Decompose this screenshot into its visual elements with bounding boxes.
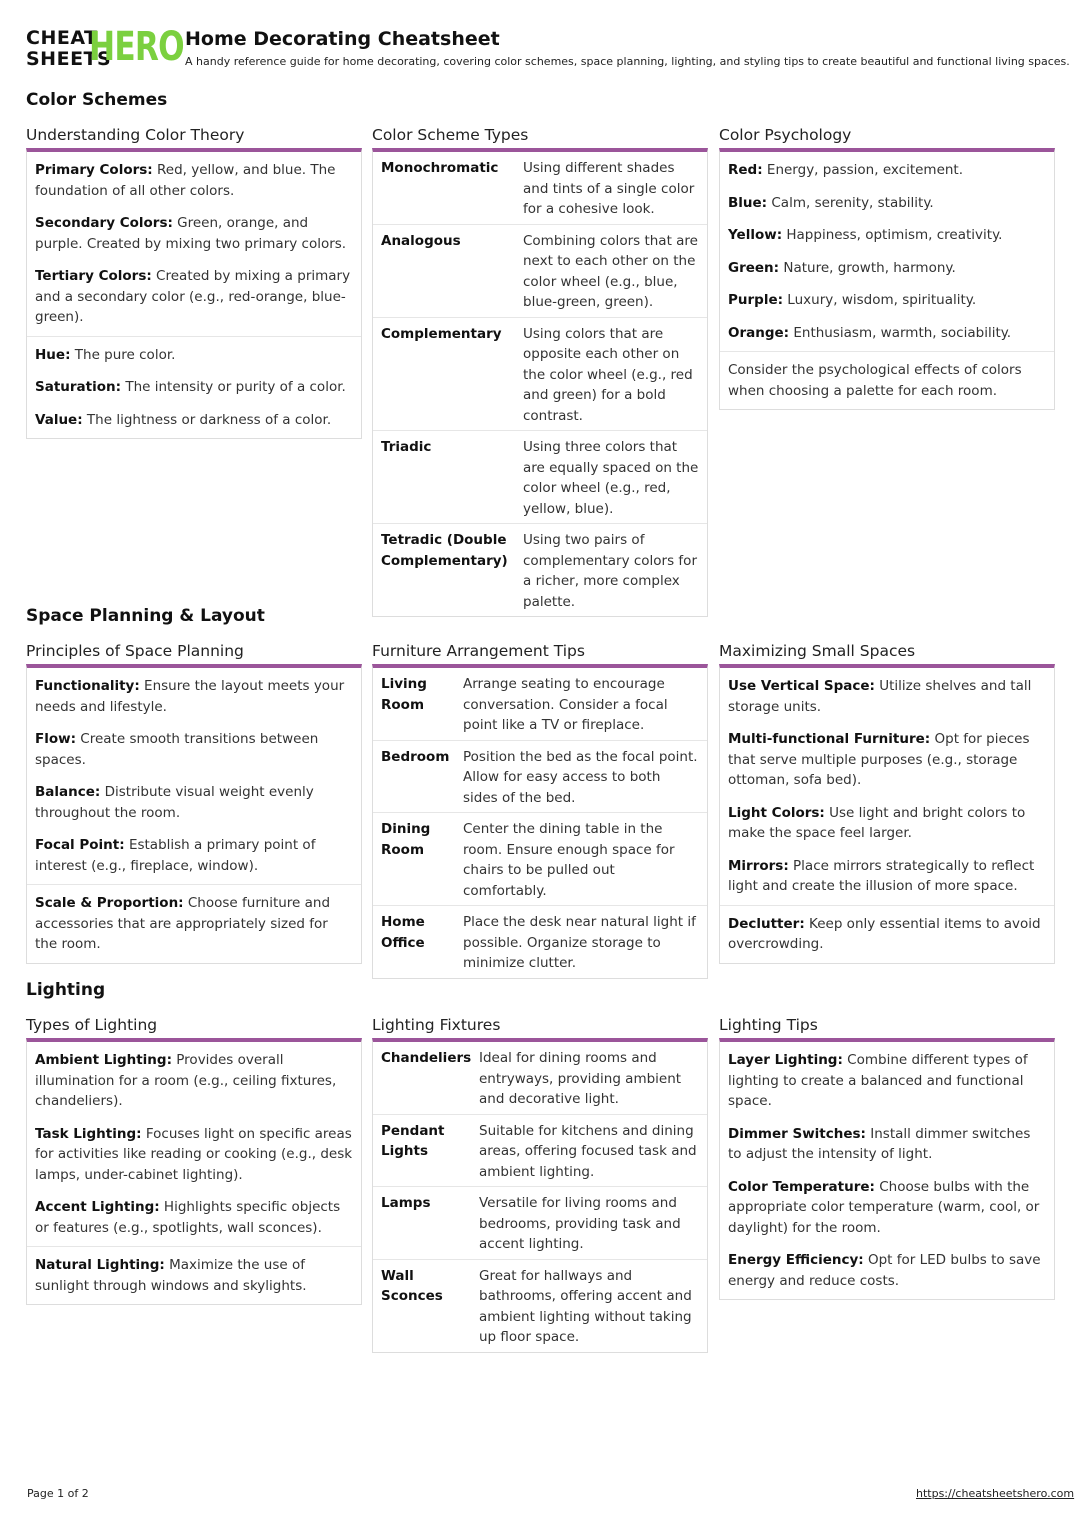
item-term: Scale & Proportion:: [35, 895, 184, 911]
row-term: Chandeliers: [381, 1050, 472, 1066]
item-description: Keep only essential items to avoid overcrowding.: [728, 915, 1041, 952]
column-lighting-types: [26, 1015, 362, 1305]
row-term: Monochromatic: [381, 160, 499, 176]
item-description: Luxury, wisdom, spirituality.: [783, 292, 977, 308]
page-subtitle: A handy reference guide for home decorating, covering color schemes, space planning, lighting, and styling tips to create beautiful and functional living spaces.: [185, 55, 1070, 68]
list-item: [728, 856, 1046, 897]
column-color-theory: [26, 125, 362, 439]
card-group: [720, 152, 1054, 351]
item-term: Balance:: [35, 784, 101, 800]
item-term: Task Lighting:: [35, 1125, 142, 1142]
item-description: Focuses light on specific areas for activities like reading or cooking (e.g., desk lamps, under-cabinet lighting).: [35, 1125, 353, 1183]
item-description: Combine different types of lighting to create a balanced and functional space.: [728, 1052, 1028, 1109]
column-space-principles: [26, 641, 362, 964]
table-row: [373, 523, 707, 616]
section-title-lighting: Lighting: [26, 980, 106, 1000]
row-description: Using different shades and tints of a single color for a cohesive look.: [523, 160, 695, 217]
item-term: Functionality:: [35, 678, 140, 694]
row-description: Combining colors that are next to each other on the color wheel (e.g., blue, blue-green, green).: [523, 232, 698, 310]
item-term: Tertiary Colors:: [35, 268, 152, 284]
row-description: Great for hallways and bathrooms, offering accent and ambient lighting without taking up floor space.: [479, 1267, 692, 1345]
card-space-principles: [26, 664, 362, 964]
list-item: [728, 225, 1046, 246]
item-description: Created by mixing a primary and a secondary color (e.g., red-orange, blue-green).: [35, 268, 351, 325]
item-term: Layer Lighting:: [728, 1052, 843, 1068]
item-term: Green:: [728, 259, 780, 276]
item-description: Opt for pieces that serve multiple purposes (e.g., storage ottoman, sofa bed).: [728, 731, 1030, 788]
column-small-spaces: [719, 641, 1055, 964]
card-title-color-scheme-types: Color Scheme Types: [372, 126, 529, 144]
item-description: Highlights specific objects or features (e.g., spotlights, wall sconces).: [35, 1199, 341, 1236]
row-term: Lamps: [381, 1195, 431, 1211]
card-group: [27, 1246, 361, 1304]
card-lighting-types: [26, 1038, 362, 1305]
row-term: Bedroom: [381, 748, 450, 765]
column-lighting-fixtures: [372, 1015, 708, 1353]
item-term: Multi-functional Furniture:: [728, 731, 931, 747]
item-description: Create smooth transitions between spaces.: [35, 731, 319, 768]
list-item: [35, 676, 353, 717]
row-description: Ideal for dining rooms and entryways, providing ambient and decorative light.: [479, 1050, 682, 1107]
section-title-color-schemes: Color Schemes: [26, 90, 168, 110]
item-term: Yellow:: [728, 227, 783, 243]
item-term: Flow:: [35, 731, 76, 747]
column-color-scheme-types: [372, 125, 708, 617]
item-term: Blue:: [728, 194, 768, 211]
item-term: Value:: [35, 411, 83, 428]
row-term: Tetradic (Double Complementary): [381, 532, 508, 569]
list-item: [728, 258, 1046, 279]
item-description: Enthusiasm, warmth, sociability.: [789, 324, 1012, 341]
table-row: [373, 1042, 707, 1114]
card-color-theory: [26, 148, 362, 439]
card-group: [27, 884, 361, 963]
row-description: Versatile for living rooms and bedrooms, providing task and accent lighting.: [479, 1195, 681, 1252]
list-item: [728, 676, 1046, 717]
row-term: Complementary: [381, 325, 502, 342]
item-term: Use Vertical Space:: [728, 678, 875, 694]
item-description: Distribute visual weight evenly throughout the room.: [35, 784, 314, 821]
table-row: [373, 1259, 707, 1352]
item-term: Accent Lighting:: [35, 1199, 160, 1215]
item-description: Use light and bright colors to make the space feel larger.: [728, 804, 1026, 841]
item-description: Establish a primary point of interest (e.g., fireplace, window).: [35, 837, 316, 874]
card-group: [720, 1042, 1054, 1299]
item-description: Choose furniture and accessories that are appropriately sized for the room.: [35, 895, 331, 952]
row-term: Living Room: [381, 676, 427, 713]
page-number: Page 1 of 2: [27, 1487, 89, 1500]
list-item: [35, 835, 353, 876]
logo-cheat-text: CHEAT: [26, 27, 98, 49]
item-term: Energy Efficiency:: [728, 1252, 864, 1268]
site-link[interactable]: https://cheatsheetshero.com: [916, 1487, 1075, 1500]
item-term: Color Temperature:: [728, 1178, 875, 1195]
card-furniture-arrangement: [372, 664, 708, 979]
card-title-space-principles: Principles of Space Planning: [26, 642, 244, 660]
card-lighting-fixtures: [372, 1038, 708, 1353]
table-row: [373, 668, 707, 740]
card-small-spaces: [719, 664, 1055, 964]
table-row: [373, 740, 707, 813]
list-item: [728, 803, 1046, 844]
list-item: [728, 290, 1046, 311]
list-item: [35, 266, 353, 328]
item-description: Place mirrors strategically to reflect light and create the illusion of more space.: [728, 857, 1035, 894]
table-row: [373, 812, 707, 905]
card-group: [720, 668, 1054, 905]
item-description: Provides overall illumination for a room (e.g., ceiling fixtures, chandeliers).: [35, 1052, 337, 1109]
table-row: [373, 905, 707, 978]
note-text: Consider the psychological effects of colors when choosing a palette for each room.: [728, 362, 1022, 399]
card-title-furniture-arrangement: Furniture Arrangement Tips: [372, 642, 585, 660]
item-description: Install dimmer switches to adjust the intensity of light.: [728, 1125, 1031, 1162]
list-item: [35, 160, 353, 201]
page-title: Home Decorating Cheatsheet: [185, 28, 500, 50]
row-term: Wall Sconces: [381, 1267, 443, 1304]
card-color-scheme-types: [372, 148, 708, 617]
list-item: [35, 1197, 353, 1238]
row-description: Position the bed as the focal point. Allow for easy access to both sides of the bed.: [463, 748, 698, 806]
table-row: [373, 317, 707, 431]
list-item: [35, 410, 353, 431]
list-item: [35, 782, 353, 823]
list-item: [35, 729, 353, 770]
row-term: Dining Room: [381, 821, 431, 858]
row-description: Using two pairs of complementary colors for a richer, more complex palette.: [523, 532, 697, 610]
card-color-psychology: [719, 148, 1055, 410]
item-description: Nature, growth, harmony.: [779, 259, 956, 276]
card-lighting-tips: [719, 1038, 1055, 1300]
item-term: Purple:: [728, 292, 784, 308]
card-title-lighting-types: Types of Lighting: [26, 1016, 158, 1034]
card-group: [27, 152, 361, 336]
row-description: Using colors that are opposite each other on the color wheel (e.g., red and green) for a bold contrast.: [523, 325, 693, 424]
row-description: Arrange seating to encourage conversation. Consider a focal point like a TV or fireplace.: [463, 676, 668, 733]
logo-sheets-text: SHEETS: [26, 48, 112, 70]
table-row: [373, 430, 707, 523]
item-term: Declutter:: [728, 915, 805, 932]
list-item: [35, 893, 353, 955]
item-term: Red:: [728, 162, 763, 178]
list-item: [35, 377, 353, 398]
list-item: [728, 160, 1046, 181]
item-term: Mirrors:: [728, 857, 789, 874]
row-term: Pendant Lights: [381, 1122, 445, 1159]
card-group: [27, 336, 361, 439]
card-title-small-spaces: Maximizing Small Spaces: [719, 642, 916, 660]
page-header: [26, 24, 1070, 76]
item-description: Opt for LED bulbs to save energy and reduce costs.: [728, 1252, 1041, 1289]
list-item: [728, 1177, 1046, 1239]
list-item: [35, 345, 353, 366]
item-description: Choose bulbs with the appropriate color temperature (warm, cool, or daylight) for the room.: [728, 1178, 1040, 1236]
item-description: Calm, serenity, stability.: [767, 194, 934, 211]
item-description: The intensity or purity of a color.: [121, 379, 346, 395]
item-description: The pure color.: [70, 346, 176, 363]
item-term: Light Colors:: [728, 804, 825, 821]
item-term: Secondary Colors:: [35, 215, 173, 231]
list-item: [728, 1050, 1046, 1112]
item-term: Dimmer Switches:: [728, 1125, 866, 1142]
list-item: [728, 1250, 1046, 1291]
card-title-lighting-tips: Lighting Tips: [719, 1016, 818, 1034]
list-item: [728, 914, 1046, 955]
card-title-lighting-fixtures: Lighting Fixtures: [372, 1016, 501, 1034]
row-description: Suitable for kitchens and dining areas, offering focused task and ambient lighting.: [479, 1122, 697, 1180]
row-description: Place the desk near natural light if possible. Organize storage to minimize clutter.: [463, 914, 696, 971]
table-row: [373, 152, 707, 224]
section-title-space-planning: Space Planning & Layout: [26, 606, 265, 626]
item-term: Ambient Lighting:: [35, 1052, 172, 1068]
list-item: [35, 1255, 353, 1296]
list-item: [728, 729, 1046, 791]
item-term: Natural Lighting:: [35, 1257, 165, 1273]
item-description: The lightness or darkness of a color.: [82, 411, 332, 428]
column-furniture-arrangement: [372, 641, 708, 979]
row-description: Center the dining table in the room. Ensure enough space for chairs to be pulled out comfortably.: [463, 821, 675, 899]
row-term: Home Office: [381, 914, 425, 951]
card-title-color-theory: Understanding Color Theory: [26, 126, 245, 144]
item-description: Ensure the layout meets your needs and lifestyle.: [35, 678, 345, 715]
item-term: Orange:: [728, 324, 790, 341]
item-term: Saturation:: [35, 379, 122, 395]
table-row: [373, 1186, 707, 1259]
item-term: Focal Point:: [35, 837, 125, 853]
card-group: [27, 1042, 361, 1246]
item-description: Red, yellow, and blue. The foundation of all other colors.: [35, 162, 336, 199]
card-group: [27, 668, 361, 884]
card-title-color-psychology: Color Psychology: [719, 126, 852, 144]
card-group: [720, 905, 1054, 963]
list-item: [35, 1050, 353, 1112]
list-item: [728, 1124, 1046, 1165]
item-term: Primary Colors:: [35, 162, 153, 178]
logo-hero-text: HERO: [89, 24, 184, 70]
table-row: [373, 1114, 707, 1187]
card-note: [720, 351, 1054, 409]
row-description: Using three colors that are equally spaced on the color wheel (e.g., red, yellow, blue).: [523, 439, 699, 517]
item-term: Hue:: [35, 346, 71, 363]
cheatsheetshero-logo[interactable]: [26, 24, 184, 70]
item-description: Green, orange, and purple. Created by mixing two primary colors.: [35, 215, 347, 252]
item-description: Utilize shelves and tall storage units.: [728, 678, 1032, 715]
table-row: [373, 224, 707, 317]
list-item: [35, 213, 353, 254]
column-lighting-tips: [719, 1015, 1055, 1300]
item-description: Energy, passion, excitement.: [762, 162, 964, 178]
item-description: Happiness, optimism, creativity.: [782, 227, 1003, 243]
list-item: [728, 193, 1046, 214]
row-term: Analogous: [381, 232, 461, 249]
list-item: [35, 1124, 353, 1186]
column-color-psychology: [719, 125, 1055, 410]
list-item: [728, 323, 1046, 344]
row-term: Triadic: [381, 439, 432, 455]
item-description: Maximize the use of sunlight through windows and skylights.: [35, 1257, 307, 1294]
